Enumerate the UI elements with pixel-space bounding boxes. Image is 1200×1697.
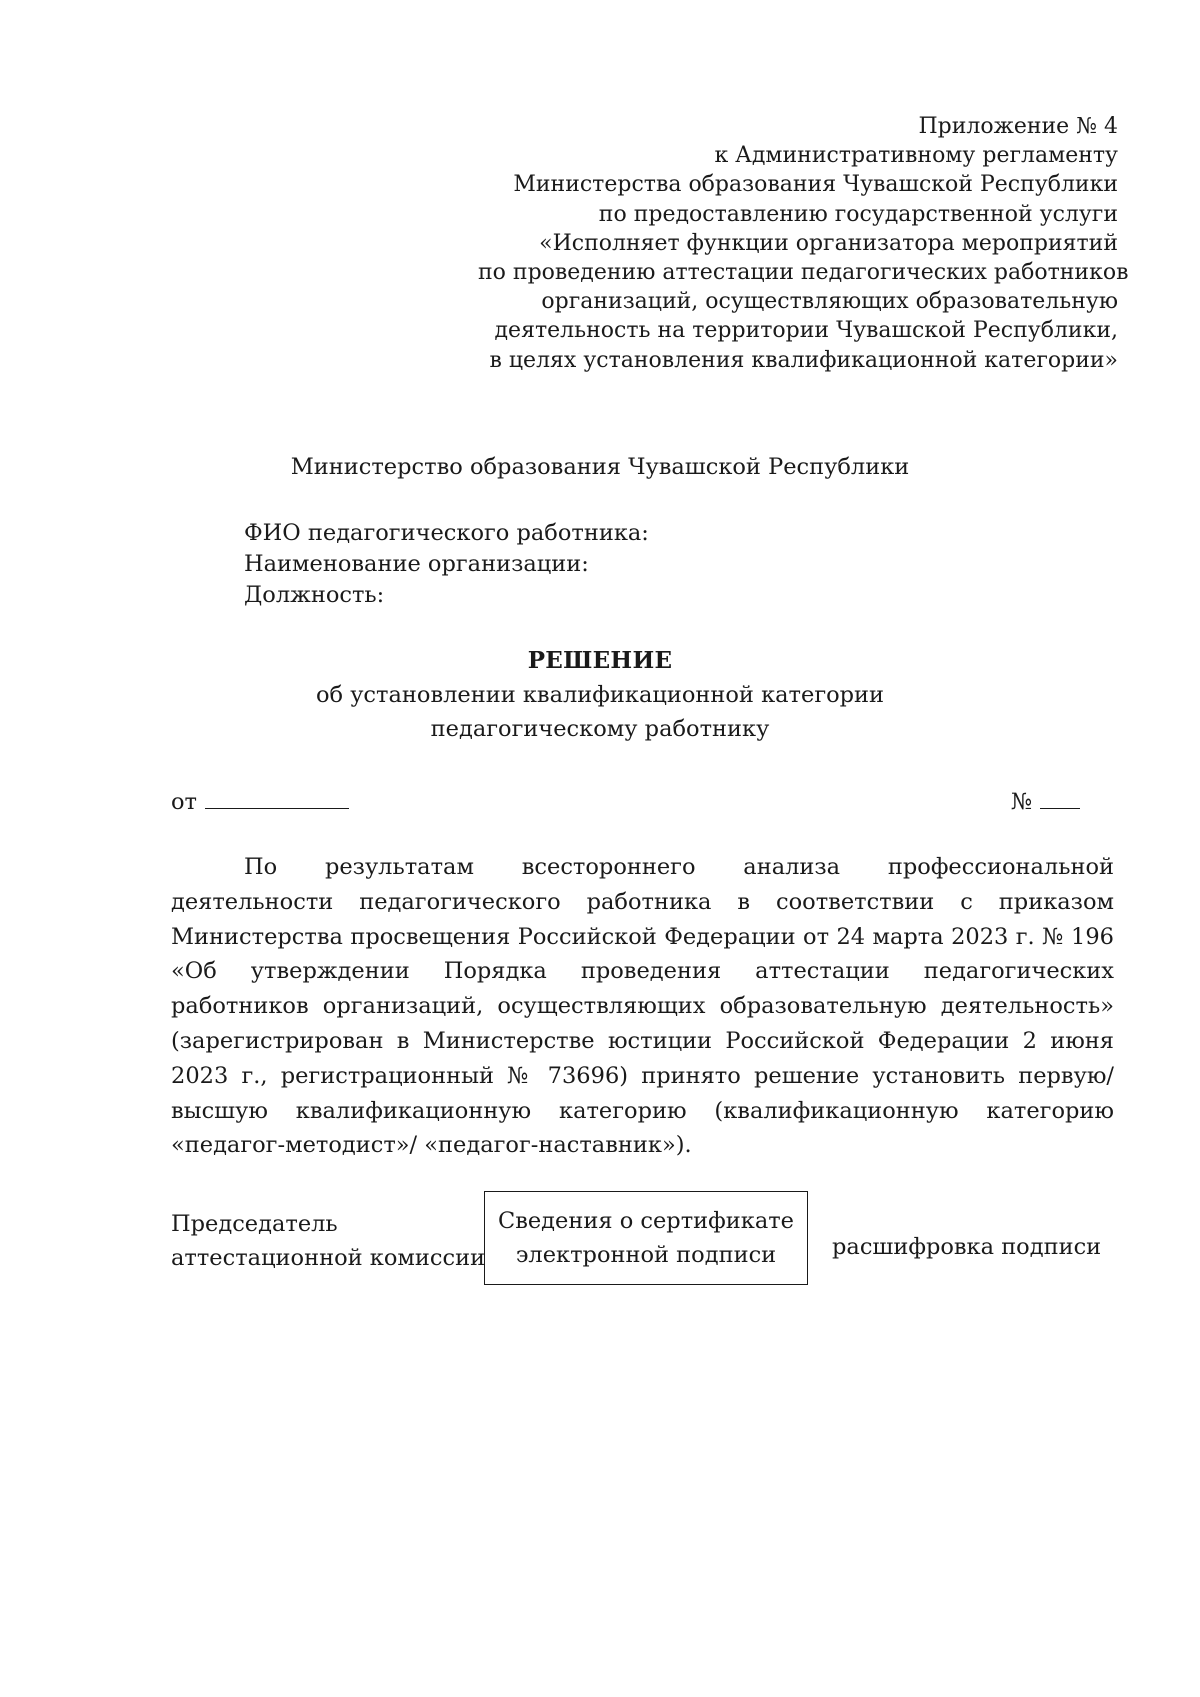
decision-body-paragraph: По результатам всестороннего анализа профессиональной деятельности педагогического работника в соответствии с приказом Министерства просвещения Российской Федерации от 24 марта 2023 г. № 196 «Об утверждении Порядка проведения аттестации педагогических работников организаций, осуществляющих образовательную деятельность» (зарегистрирован в Министерстве юстиции Российской Федерации 2 июня 2023 г., регистрационный № 73696) принято решение установить первую/высшую квалификационную категорию (квалификационную категорию «педагог-методист»/ «педагог-наставник»). — [171, 854, 1114, 1159]
decision-subtitle-line1: об установлении квалификационной категории — [315, 682, 885, 708]
appendix-line: к Административному регламенту — [714, 143, 1118, 169]
appendix-line: по предоставлению государственной услуги — [598, 201, 1118, 227]
decision-subtitle-line2: педагогическому работнику — [430, 716, 770, 742]
appendix-header — [478, 112, 1129, 375]
date-label: от — [171, 789, 197, 815]
fio-field-label: ФИО педагогического работника: — [244, 520, 649, 546]
decision-title: РЕШЕНИЕ — [527, 647, 673, 674]
chairman-line2: аттестационной комиссии — [171, 1245, 486, 1271]
date-blank-line — [205, 784, 349, 809]
appendix-line: Министерства образования Чувашской Республики — [513, 172, 1118, 198]
decision-title-block — [0, 644, 1200, 746]
number-field — [1011, 784, 1080, 817]
certificate-line1: Сведения о сертификате — [497, 1208, 794, 1234]
number-label: № — [1011, 789, 1033, 815]
appendix-line: по проведению аттестации педагогических работников — [478, 260, 1129, 286]
position-field-label: Должность: — [244, 582, 385, 608]
appendix-line: Приложение № 4 — [918, 114, 1118, 139]
organization-field-label: Наименование организации: — [244, 551, 589, 577]
signature-decoding: расшифровка подписи — [832, 1234, 1102, 1260]
teacher-fields — [244, 518, 649, 611]
appendix-line: деятельность на территории Чувашской Республики, — [494, 318, 1118, 344]
ministry-name: Министерство образования Чувашской Республики — [290, 454, 910, 480]
date-field — [171, 784, 349, 817]
appendix-line: в целях установления квалификационной категории» — [489, 347, 1118, 373]
chairman-label — [171, 1207, 485, 1275]
appendix-line: «Исполняет функции организатора мероприятий — [539, 230, 1118, 256]
appendix-line: организаций, осуществляющих образовательную — [541, 289, 1118, 315]
number-blank-line — [1040, 784, 1080, 809]
certificate-line2: электронной подписи — [515, 1242, 777, 1268]
chairman-line1: Председатель — [171, 1211, 338, 1237]
certificate-box — [484, 1191, 808, 1285]
